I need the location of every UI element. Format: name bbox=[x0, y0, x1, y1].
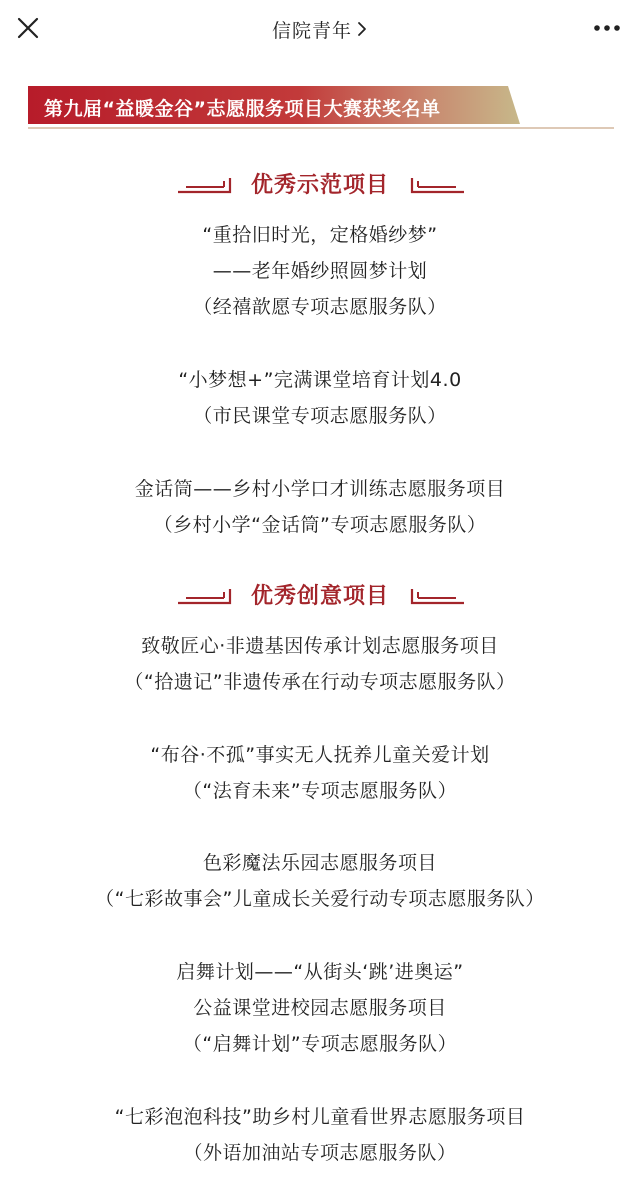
project-team: （经禧歆愿专项志愿服务队） bbox=[193, 296, 447, 318]
section-title: 优秀示范项目 bbox=[250, 173, 389, 198]
project-entry bbox=[0, 471, 640, 543]
project-line: “七彩泡泡科技”助乡村儿童看世界志愿服务项目 bbox=[114, 1106, 526, 1128]
more-horizontal-icon[interactable] bbox=[592, 18, 622, 38]
project-team: （“七彩故事会”儿童成长关爱行动专项志愿服务队） bbox=[95, 888, 545, 910]
section-heading-creative bbox=[0, 577, 640, 611]
project-team: （“启舞计划”专项志愿服务队） bbox=[182, 1033, 458, 1055]
title-banner bbox=[28, 86, 614, 132]
close-icon[interactable] bbox=[14, 14, 42, 42]
account-name-link[interactable] bbox=[272, 20, 368, 42]
project-line: ——老年婚纱照圆梦计划 bbox=[212, 260, 428, 282]
project-entry bbox=[0, 1099, 640, 1171]
project-line: 公益课堂进校园志愿服务项目 bbox=[193, 997, 447, 1019]
project-line: “重拾旧时光，定格婚纱梦” bbox=[202, 224, 438, 246]
project-entry bbox=[0, 362, 640, 434]
project-team: （“拾遗记”非遗传承在行动专项志愿服务队） bbox=[124, 671, 516, 693]
section-title: 优秀创意项目 bbox=[250, 584, 389, 609]
project-entry bbox=[0, 845, 640, 917]
banner-title: 第九届“益暖金谷”志愿服务项目大赛获奖名单 bbox=[44, 98, 441, 120]
project-line: “小梦想+”完满课堂培育计划4.0 bbox=[178, 369, 462, 391]
project-team: （“法育未来”专项志愿服务队） bbox=[182, 780, 458, 802]
top-nav-bar bbox=[0, 0, 640, 58]
heading-ornament-right-icon bbox=[410, 585, 466, 605]
project-line: 启舞计划——“从街头‘跳’进奥运” bbox=[176, 961, 464, 983]
section-heading-demonstration bbox=[0, 166, 640, 200]
project-entry bbox=[0, 954, 640, 1062]
project-line: “布谷·不孤”事实无人抚养儿童关爱计划 bbox=[150, 744, 490, 766]
project-team: （市民课堂专项志愿服务队） bbox=[193, 405, 447, 427]
project-line: 金话筒——乡村小学口才训练志愿服务项目 bbox=[134, 478, 506, 500]
project-team: （外语加油站专项志愿服务队） bbox=[183, 1142, 457, 1164]
project-team: （乡村小学“金话筒”专项志愿服务队） bbox=[153, 514, 487, 536]
chevron-right-icon bbox=[356, 21, 368, 37]
account-name: 信院青年 bbox=[271, 20, 352, 42]
project-line: 致敬匠心·非遗基因传承计划志愿服务项目 bbox=[141, 635, 499, 657]
heading-ornament-right-icon bbox=[410, 174, 466, 194]
project-entry bbox=[0, 737, 640, 809]
project-entry bbox=[0, 217, 640, 325]
account-title bbox=[0, 16, 640, 43]
project-line: 色彩魔法乐园志愿服务项目 bbox=[202, 852, 437, 874]
project-entry bbox=[0, 628, 640, 700]
